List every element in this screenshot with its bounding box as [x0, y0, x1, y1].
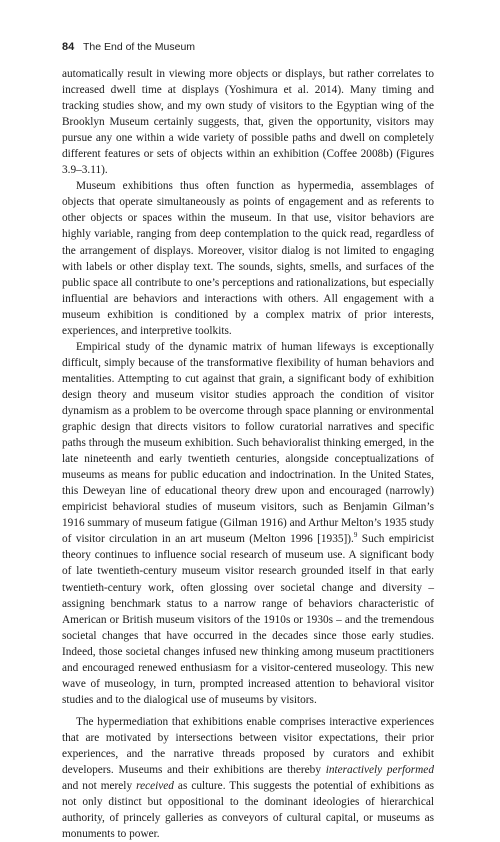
paragraph-4-part-3: as culture. This suggests the potential of exhibitions as not only distinct but oppositional to the dominant ideologies of hierarchical authority, of princely galleries as conveyors of cultural capital, or museums as monuments to power.: [62, 780, 434, 841]
paragraph-2: Museum exhibitions thus often function as hypermedia, assemblages of objects that operate simultaneously as points of engagement and as referents to other objects or spaces within the museum. In that use, visitor behaviors are highly variable, ranging from deep contemplation to the quick read, regardless of the arrangement of displays. Moreover, visitor dialog is not limited to engaging with labels or other display text. The sounds, sights, smells, and surfaces of the public space all contribute to one’s perceptions and rationalizations, but especially influential are behaviors and interactions with others. All engagement with a museum exhibition is conditioned by a complex matrix of prior interests, experiences, and interpretive toolkits.: [62, 180, 434, 337]
emphasis-received: received: [136, 780, 174, 793]
emphasis-interactively-performed: interactively performed: [325, 764, 434, 777]
paragraph-3: [62, 339, 434, 708]
paragraph-4: [62, 714, 434, 842]
paragraph-4-part-2: and not merely: [62, 780, 137, 793]
page-number: 84: [62, 41, 75, 53]
paragraph-4-part-1: The hypermediation that exhibitions enable comprises interactive experiences that are motivated by intersections between visitor expectations, their prior experiences, and the narrative threads proposed by curators and exhibit developers. Museums and their exhibitions are thereby: [62, 715, 434, 777]
running-head: [62, 41, 195, 53]
paragraph-1: automatically result in viewing more objects or displays, but rather correlates to increased dwell time at displays (Yoshimura et al. 2014). Many timing and tracking studies show, and my own study of visitors to the Egyptian wing of the Brooklyn Museum certainly suggests, that, given the opportunity, visitors may pursue any one within a wide variety of possible paths and dwell on completely different features or sets of objects within an exhibition (Coffee 2008b) (Figures 3.9–3.11).: [62, 68, 434, 177]
paragraph-3-part-2: Such empiricist theory continues to influence social research of museum use. A significant body of late twentieth-century museum visitor research grounded itself in that early twentieth-century work, often glossing over societal change and diversity – assigning benchmark status to a narrow range of behaviors characteristic of American or British museum visitors of the 1910s or 1930s – and the tremendous societal changes that have occurred in the decades since those early studies. Indeed, those societal changes infused new thinking among museum practitioners and encouraged renewed enthusiasm for a visitor-centered museology. This new wave of museology, in turn, prompted increased attention to behavioral visitor studies and to the dialogical use of museums by visitors.: [62, 533, 435, 706]
footnote-mark: 9: [353, 531, 358, 540]
body-text: [62, 66, 434, 842]
paragraph-3-part-1: Empirical study of the dynamic matrix of human lifeways is exceptionally difficult, simply because of the transformative flexibility of human behaviors and mentalities. Attempting to cut against that grain, a significant body of exhibition design theory and museum visitor studies approach the condition of visitor dynamism as a problem to be overcome through space planning or environmental graphic design that directs visitors to follow curatorial narratives and specific paths through the museum exhibition. Such behavioralist thinking emerged, in the late nineteenth and early twentieth centuries, alongside conceptualizations of museums as means for public education and indoctrination. In the United States, this Deweyan line of educational theory drew upon and encouraged (narrowly) empiricist behavioral studies of museum visitors, such as Benjamin Gilman’s 1916 summary of museum fatigue (Gilman 1916) and Arthur Melton’s 1935 study of visitor circulation in an art museum (Melton 1996 [1935]).: [62, 340, 434, 546]
running-title: The End of the Museum: [82, 41, 196, 53]
